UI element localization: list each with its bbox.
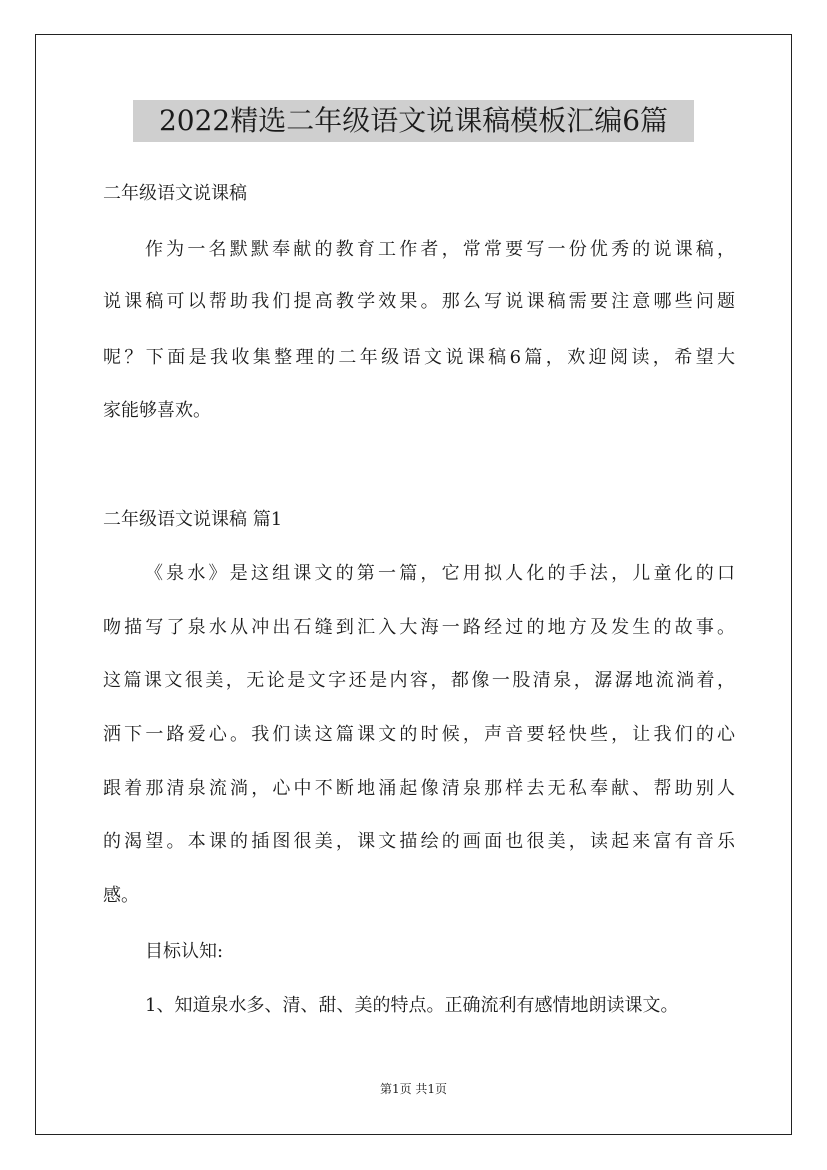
paragraph-line: 说课稿可以帮助我们提高教学效果。那么写说课稿需要注意哪些问题	[103, 291, 735, 312]
paragraph-line: 的渴望。本课的插图很美，课文描绘的画面也很美，读起来富有音乐	[103, 831, 735, 852]
paragraph-line: 跟着那清泉流淌，心中不断地涌起像清泉那样去无私奉献、帮助别人	[103, 778, 735, 799]
paragraph-line: 呢？下面是我收集整理的二年级语文说课稿6篇，欢迎阅读，希望大	[103, 347, 735, 368]
page-footer: 第1页 共1页	[379, 1082, 448, 1096]
paragraph-line: 感。	[103, 885, 139, 906]
subheading: 目标认知:	[145, 941, 224, 962]
section-heading: 二年级语文说课稿 篇1	[103, 509, 283, 530]
document-title: 2022精选二年级语文说课稿模板汇编6篇	[133, 100, 694, 142]
paragraph-line: 家能够喜欢。	[103, 400, 211, 421]
paragraph-line: 作为一名默默奉献的教育工作者，常常要写一份优秀的说课稿，	[145, 239, 735, 260]
paragraph-line: 《泉水》是这组课文的第一篇，它用拟人化的手法，儿童化的口	[145, 563, 735, 584]
list-item: 1、知道泉水多、清、甜、美的特点。正确流利有感情地朗读课文。	[145, 995, 679, 1016]
section-heading: 二年级语文说课稿	[103, 183, 247, 204]
paragraph-line: 吻描写了泉水从冲出石缝到汇入大海一路经过的地方及发生的故事。	[103, 617, 735, 638]
paragraph-line: 洒下一路爱心。我们读这篇课文的时候，声音要轻快些，让我们的心	[103, 724, 735, 745]
paragraph-line: 这篇课文很美，无论是文字还是内容，都像一股清泉，潺潺地流淌着，	[103, 670, 735, 691]
